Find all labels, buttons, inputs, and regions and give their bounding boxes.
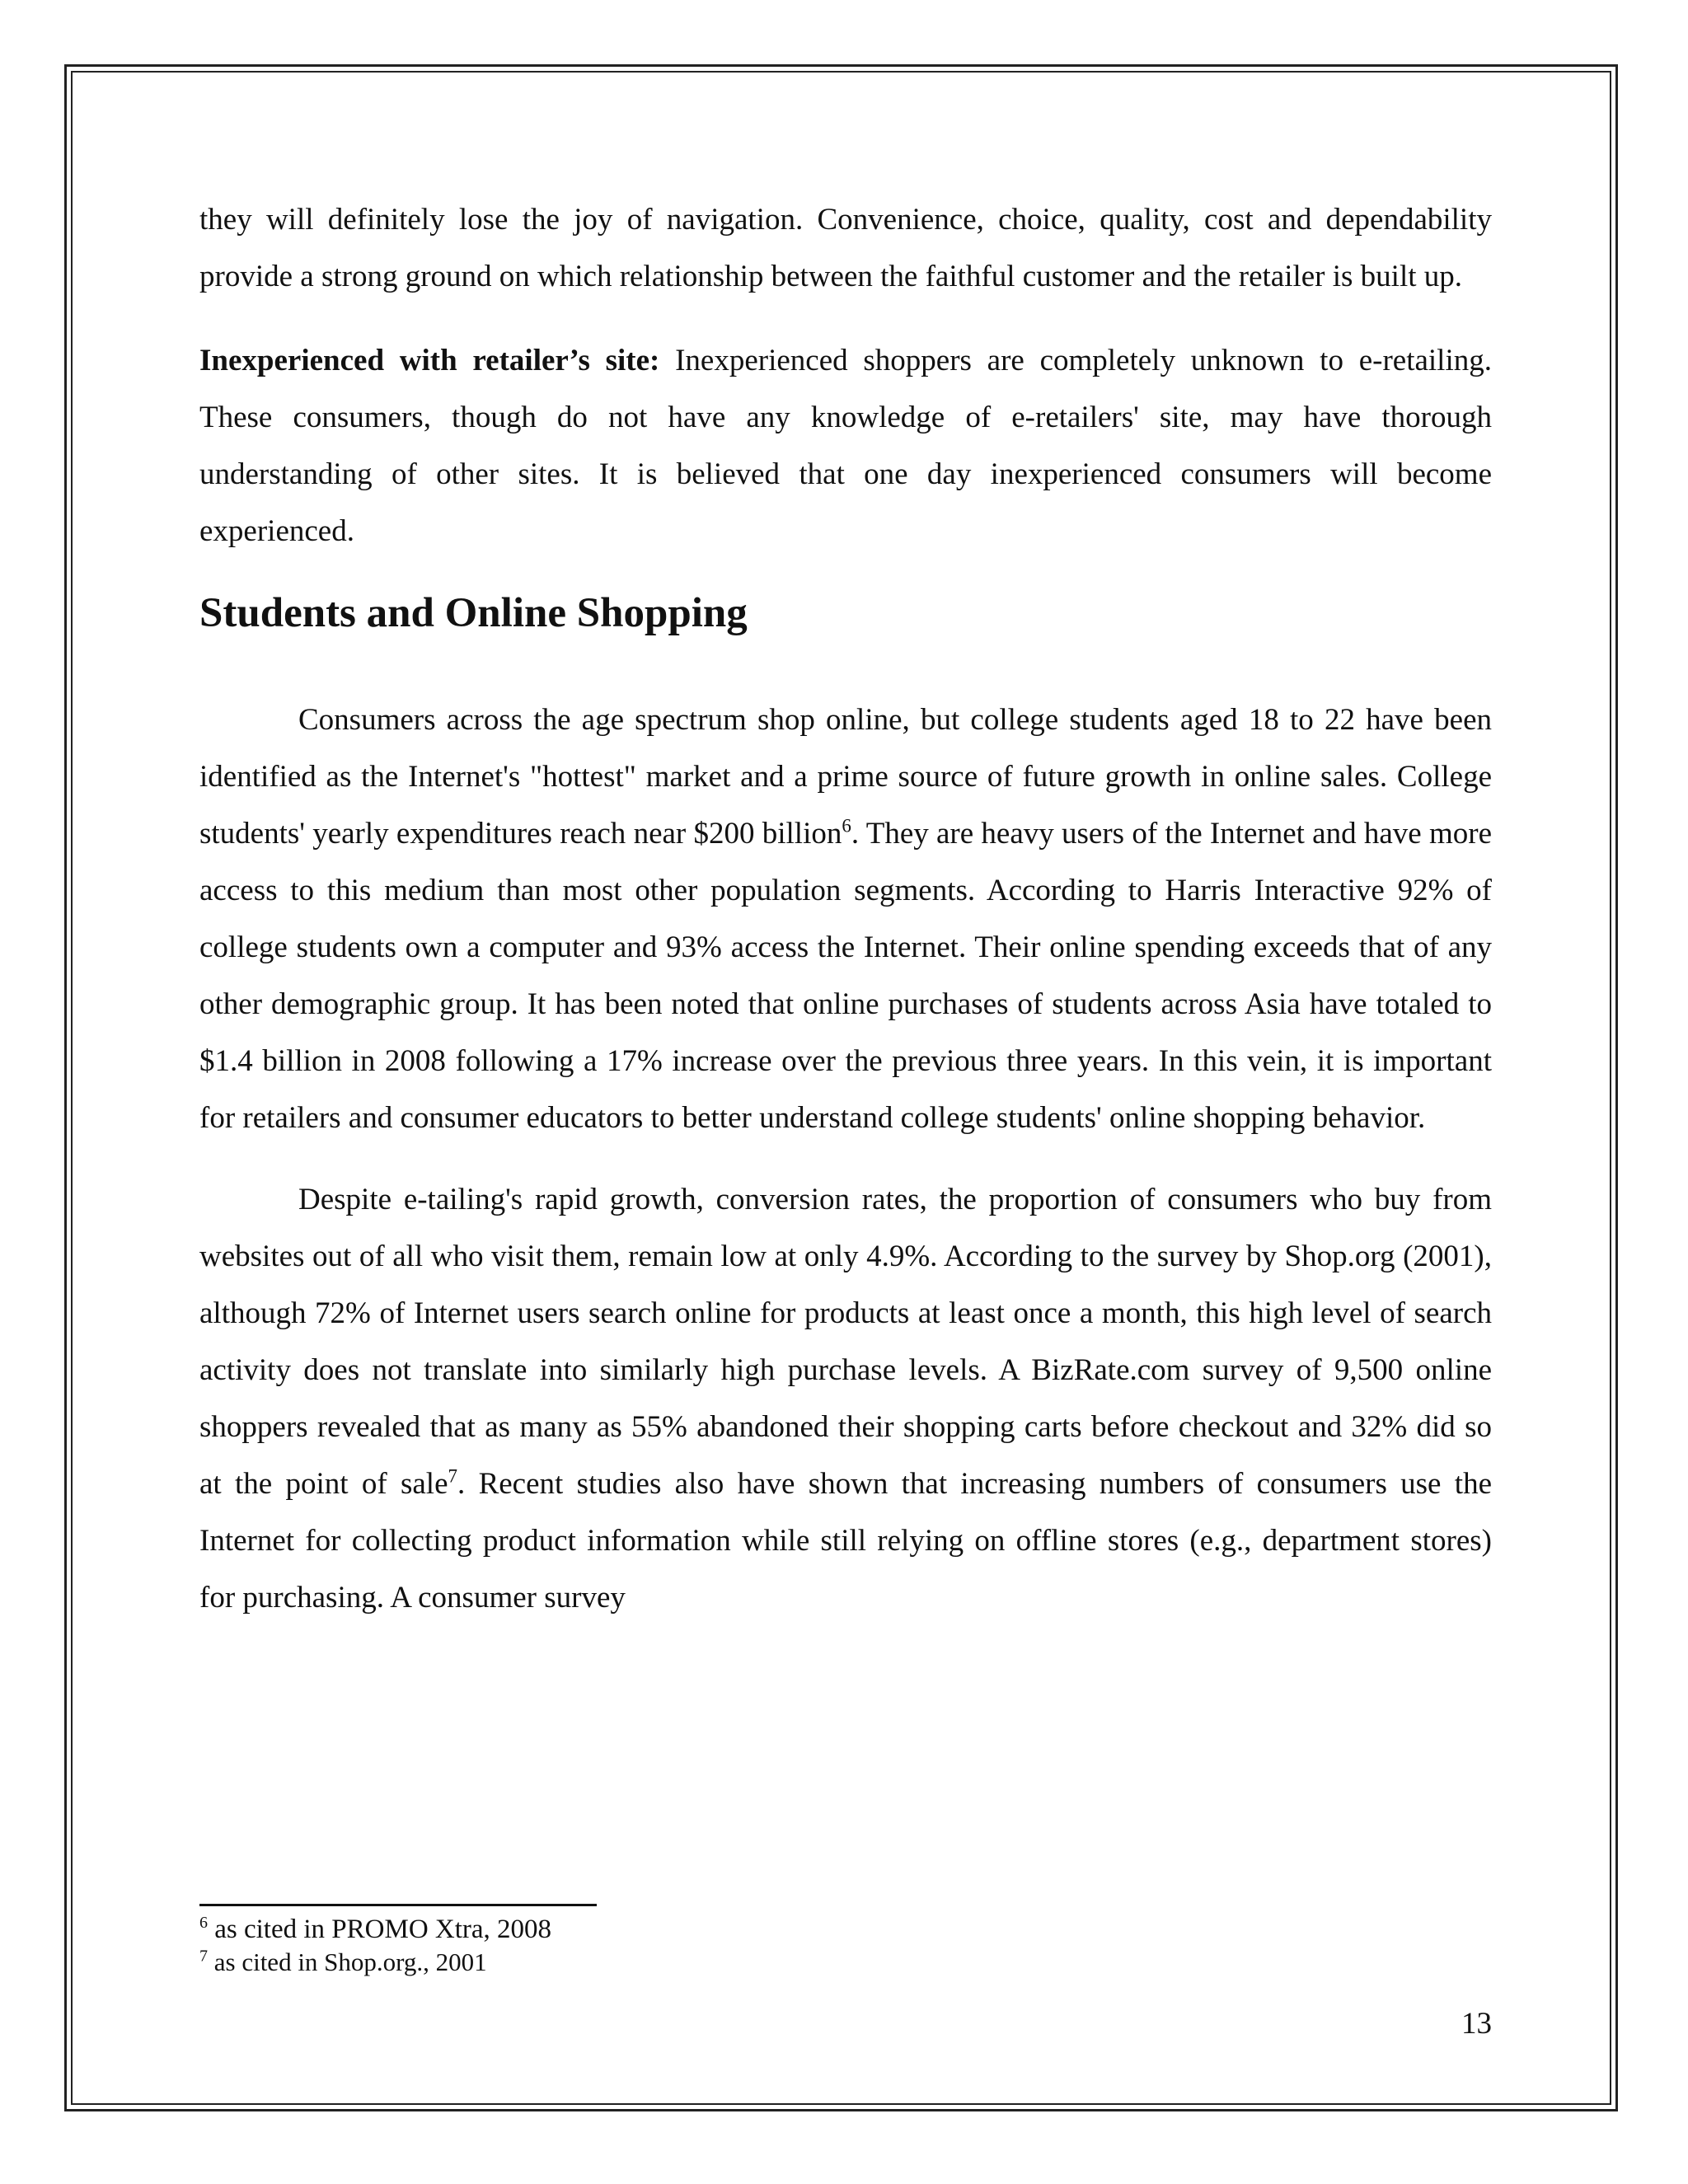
inexperienced-term: Inexperienced with retailer’s site:: [199, 344, 660, 377]
etailing-text-part2: . Recent studies also have shown that increasing numbers of consumers use the Internet for collecting product information while still relying on offline stores (e.g., department stores) for purchasing. A consumer survey: [199, 1467, 1492, 1615]
footnote-text: as cited in Shop.org., 2001: [208, 1947, 487, 1976]
footnote-number: 7: [199, 1947, 208, 1966]
page-number: 13: [1461, 2007, 1492, 2041]
inexperienced-paragraph: [199, 332, 1492, 560]
inexperienced-text: Inexperienced shoppers are completely unknown to e-retailing. These consumers, though do not have any knowledge of e-retailers' site, may have thorough understanding of other sites. It is believed that one day inexperienced consumers will become experienced.: [199, 344, 1492, 548]
footnote-6: [199, 1914, 1189, 1946]
students-paragraph: [199, 691, 1492, 1146]
footnote-ref-7[interactable]: 7: [448, 1465, 458, 1487]
footnote-separator: [199, 1904, 597, 1906]
etailing-paragraph: [199, 1171, 1492, 1626]
etailing-text-part1: Despite e-tailing's rapid growth, conversion rates, the proportion of consumers who buy from websites out of all who visit them, remain low at only 4.9%. According to the survey by Shop.org (2001), although 72% of Internet users search online for products at least once a month, this high level of search activity does not translate into similarly high purchase levels. A BizRate.com survey of 9,500 online shoppers revealed that as many as 55% abandoned their shopping carts before checkout and 32% did so at the point of sale: [199, 1183, 1492, 1501]
page-body: [199, 191, 1492, 1626]
students-text-part2: . They are heavy users of the Internet and have more access to this medium than most other population segments. According to Harris Interactive 92% of college students own a computer and 93% access the Internet. Their online spending exceeds that of any other demographic group. It has been noted that online purchases of students across Asia have totaled to $1.4 billion in 2008 following a 17% increase over the previous three years. In this vein, it is important for retailers and consumer educators to better understand college students' online shopping behavior.: [199, 817, 1492, 1135]
footnote-7: [199, 1946, 1189, 1978]
footnote-text: as cited in PROMO Xtra, 2008: [208, 1915, 552, 1944]
footnote-ref-6[interactable]: 6: [842, 815, 851, 837]
intro-paragraph: they will definitely lose the joy of navigation. Convenience, choice, quality, cost and dependability provide a strong ground on which relationship between the faithful customer and the retailer is built up.: [199, 203, 1492, 293]
section-heading: Students and Online Shopping: [199, 590, 748, 636]
footnote-number: 6: [199, 1914, 208, 1932]
footnotes: [199, 1914, 1189, 1978]
students-text-part1: Consumers across the age spectrum shop online, but college students aged 18 to 22 have been identified as the Internet's "hottest" market and a prime source of future growth in online sales. College students' yearly expenditures reach near $200 billion: [199, 703, 1492, 851]
